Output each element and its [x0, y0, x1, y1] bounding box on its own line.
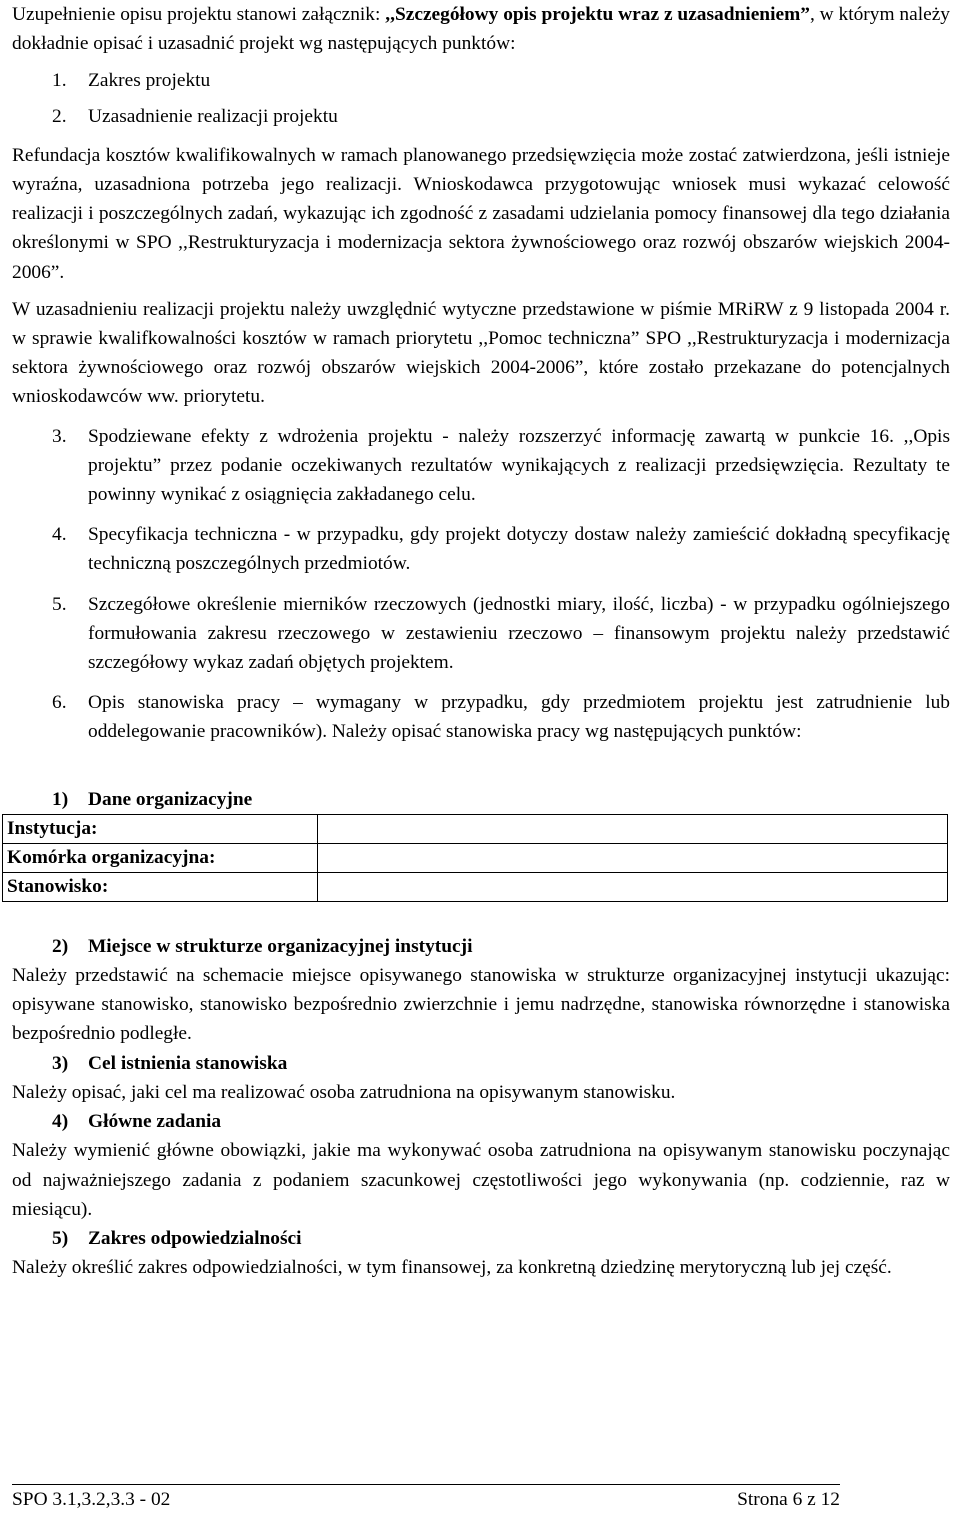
section-text-3: Należy opisać, jaki cel ma realizować osoba zatrudniona na opisywanym stanowisku.: [12, 1081, 676, 1103]
points-list: [12, 66, 950, 130]
section-heading-1: 1) Dane organizacyjne: [52, 788, 253, 810]
table-label: Komórka organizacyjna:: [3, 843, 318, 872]
intro-bold-title: ,,Szczegółowy opis projektu wraz z uzasadnieniem”: [385, 4, 810, 25]
section-heading-3: 3) Cel istnienia stanowiska: [52, 1052, 288, 1074]
table-row: [3, 814, 948, 843]
footer-page-number: Strona 6 z 12: [737, 1489, 840, 1510]
points-list-continued: [12, 422, 950, 747]
intro-text-end: , w którym należy dokładnie opisać i uzasadnić projekt wg następujących punktów:: [12, 4, 950, 55]
organization-data-table: [2, 814, 948, 902]
document-page: [7, 0, 950, 1282]
table-value: [318, 843, 948, 872]
table-row: [3, 872, 948, 901]
list-item: 1. Zakres projektu: [52, 70, 211, 92]
table-row: [3, 843, 948, 872]
list-item: 6. Opis stanowiska pracy – wymagany w przypadku, gdy przedmiotem projektu jest zatrudnienie lub oddelegowanie pracowników). Należy opisać stanowiska pracy wg następujących punktów:: [52, 692, 950, 743]
intro-text: Uzupełnienie opisu projektu stanowi załącznik:: [12, 4, 386, 25]
guidelines-paragraph: W uzasadnieniu realizacji projektu należy uwzględnić wytyczne przedstawione w piśmie MRiRW z 9 listopada 2004 r. w sprawie kwalifkowalności kosztów w ramach priorytetu ,,Pomoc techniczna” SPO ,,Restrukturyzacja i modernizacja sektora żywnościowego oraz rozwój obszarów wiejskich 2004-2006”, które zostało przekazane do potencjalnych wnioskodawców ww. priorytetu.: [12, 298, 950, 408]
section-text-4: Należy wymienić główne obowiązki, jakie ma wykonywać osoba zatrudniona na opisywanym stanowisku poczynając od najważniejszego zadania z podaniem szacunkowej częstotliwości jego wykonywania (np. codziennie, raz w miesiącu).: [12, 1140, 950, 1220]
section-heading-5: 5) Zakres odpowiedzialności: [52, 1227, 302, 1249]
section-heading-2: 2) Miejsce w strukturze organizacyjnej instytucji: [52, 935, 473, 957]
table-value: [318, 814, 948, 843]
section-text-5: Należy określić zakres odpowiedzialności, w tym finansowej, za konkretną dziedzinę merytoryczną lub jej część.: [12, 1257, 892, 1279]
footer-document-code: SPO 3.1,3.2,3.3 - 02: [12, 1489, 171, 1510]
justification-paragraph: Refundacja kosztów kwalifikowalnych w ramach planowanego przedsięwzięcia może zostać zatwierdzona, jeśli istnieje wyraźna, uzasadniona potrzeba jego realizacji. Wnioskodawca przygotowując wniosek musi wykazać celowość realizacji i poszczególnych zadań, wykazując ich zgodność z zasadami udzielania pomocy finansowej dla tego działania określonymi w SPO ,,Restrukturyzacja i modernizacja sektora żywnościowego oraz rozwój obszarów wiejskich 2004-2006”.: [12, 144, 950, 283]
table-value: [318, 872, 948, 901]
list-item: 2. Uzasadnienie realizacji projektu: [52, 105, 338, 127]
table-label: Stanowisko:: [3, 872, 318, 901]
section-heading-4: 4) Główne zadania: [52, 1111, 222, 1133]
page-footer: [12, 1484, 840, 1514]
section-text-2: Należy przedstawić na schemacie miejsce opisywanego stanowiska w strukturze organizacyjnej instytucji ukazując: opisywane stanowisko, stanowisko bezpośrednio zwierzchnie i jemu nadrzędne, stanowiska równorzędne i stanowiska bezpośrednio podległe.: [12, 965, 950, 1045]
table-label: Instytucja:: [3, 814, 318, 843]
list-item: 4. Specyfikacja techniczna - w przypadku, gdy projekt dotyczy dostaw należy zamieścić dokładną specyfikację techniczną poszczególnych przedmiotów.: [52, 524, 950, 575]
list-item: 3. Spodziewane efekty z wdrożenia projektu - należy rozszerzyć informację zawartą w punkcie 16. ,,Opis projektu” przez podanie oczekiwanych rezultatów wynikających z realizacji przedsięwzięcia. Rezultaty te powinny wynikać z osiągnięcia zakładanego celu.: [52, 425, 950, 506]
intro-paragraph: [12, 0, 950, 58]
list-item: 5. Szczegółowe określenie mierników rzeczowych (jednostki miary, ilość, liczba) - w przypadku ogólniejszego formułowania zakresu rzeczowego w zestawieniu rzeczowo – finansowym projektu należy przedstawić szczegółowy wykaz zadań objętych projektem.: [52, 593, 950, 674]
